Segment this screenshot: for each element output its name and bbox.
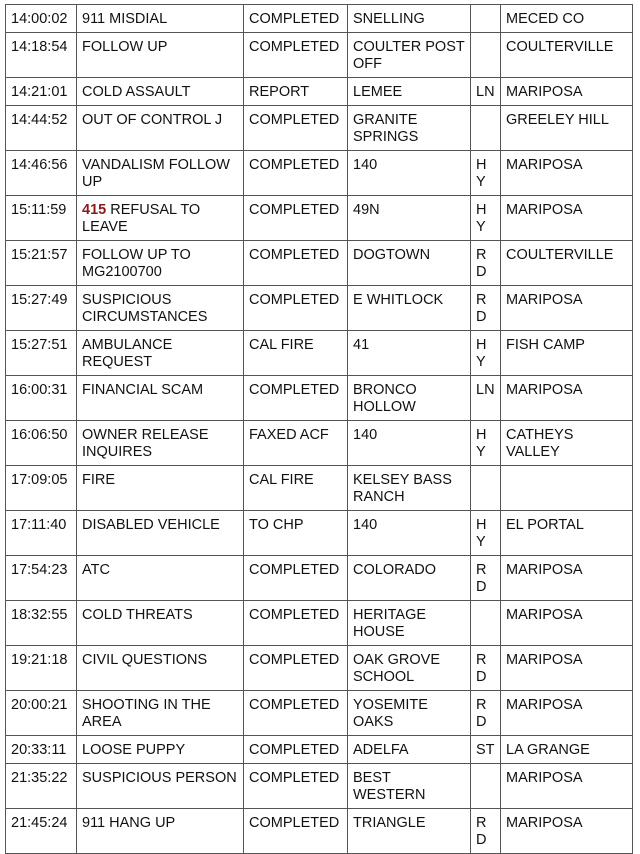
- street-suffix-cell: HY: [471, 331, 501, 376]
- street-suffix-cell: RD: [471, 286, 501, 331]
- city-cell: [501, 466, 633, 511]
- call-type-cell: FOLLOW UP TO MG2100700: [77, 241, 244, 286]
- city-cell: MARIPOSA: [501, 286, 633, 331]
- table-row: [6, 286, 633, 331]
- time-cell: 17:11:40: [6, 511, 77, 556]
- disposition-cell: COMPLETED: [244, 809, 348, 854]
- disposition-cell: FAXED ACF: [244, 421, 348, 466]
- call-type-cell: DISABLED VEHICLE: [77, 511, 244, 556]
- disposition-cell: COMPLETED: [244, 106, 348, 151]
- time-cell: 15:11:59: [6, 196, 77, 241]
- city-cell: MARIPOSA: [501, 809, 633, 854]
- street-cell: YOSEMITE OAKS: [348, 691, 471, 736]
- table-row: [6, 646, 633, 691]
- table-row: [6, 241, 633, 286]
- call-type-cell: OWNER RELEASE INQUIRES: [77, 421, 244, 466]
- street-cell: BEST WESTERN: [348, 764, 471, 809]
- table-row: [6, 809, 633, 854]
- call-type-cell: VANDALISM FOLLOW UP: [77, 151, 244, 196]
- table-row: [6, 466, 633, 511]
- time-cell: 16:00:31: [6, 376, 77, 421]
- street-cell: 140: [348, 151, 471, 196]
- street-cell: 140: [348, 511, 471, 556]
- table-row: [6, 736, 633, 764]
- city-cell: MARIPOSA: [501, 764, 633, 809]
- city-cell: CATHEYS VALLEY: [501, 421, 633, 466]
- disposition-cell: COMPLETED: [244, 376, 348, 421]
- call-type-cell: SUSPICIOUS PERSON: [77, 764, 244, 809]
- disposition-cell: COMPLETED: [244, 196, 348, 241]
- city-cell: MARIPOSA: [501, 78, 633, 106]
- time-cell: 20:33:11: [6, 736, 77, 764]
- table-row: [6, 376, 633, 421]
- street-cell: COULTER POST OFF: [348, 33, 471, 78]
- street-suffix-cell: HY: [471, 196, 501, 241]
- street-cell: 49N: [348, 196, 471, 241]
- city-cell: FISH CAMP: [501, 331, 633, 376]
- city-cell: LA GRANGE: [501, 736, 633, 764]
- time-cell: 14:46:56: [6, 151, 77, 196]
- city-cell: MARIPOSA: [501, 196, 633, 241]
- street-suffix-cell: [471, 33, 501, 78]
- street-suffix-cell: HY: [471, 151, 501, 196]
- call-type-cell: SHOOTING IN THE AREA: [77, 691, 244, 736]
- street-suffix-cell: LN: [471, 78, 501, 106]
- time-cell: 14:44:52: [6, 106, 77, 151]
- disposition-cell: COMPLETED: [244, 556, 348, 601]
- call-type-cell: OUT OF CONTROL J: [77, 106, 244, 151]
- disposition-cell: COMPLETED: [244, 646, 348, 691]
- disposition-cell: COMPLETED: [244, 5, 348, 33]
- table-row: [6, 511, 633, 556]
- call-type-cell: FOLLOW UP: [77, 33, 244, 78]
- table-row: [6, 601, 633, 646]
- street-cell: BRONCO HOLLOW: [348, 376, 471, 421]
- call-type-text: REFUSAL TO LEAVE: [82, 202, 205, 235]
- table-row: [6, 5, 633, 33]
- street-cell: 41: [348, 331, 471, 376]
- call-type-cell: 911 HANG UP: [77, 809, 244, 854]
- table-row: [6, 78, 633, 106]
- street-cell: ADELFA: [348, 736, 471, 764]
- disposition-cell: COMPLETED: [244, 764, 348, 809]
- time-cell: 15:27:51: [6, 331, 77, 376]
- table-row: [6, 151, 633, 196]
- call-type-cell: AMBULANCE REQUEST: [77, 331, 244, 376]
- street-suffix-cell: HY: [471, 511, 501, 556]
- time-cell: 14:18:54: [6, 33, 77, 78]
- street-cell: E WHITLOCK: [348, 286, 471, 331]
- time-cell: 17:54:23: [6, 556, 77, 601]
- call-type-cell: COLD THREATS: [77, 601, 244, 646]
- disposition-cell: COMPLETED: [244, 151, 348, 196]
- time-cell: 17:09:05: [6, 466, 77, 511]
- street-suffix-cell: [471, 601, 501, 646]
- disposition-cell: COMPLETED: [244, 736, 348, 764]
- table-row: [6, 331, 633, 376]
- city-cell: COULTERVILLE: [501, 241, 633, 286]
- disposition-cell: REPORT: [244, 78, 348, 106]
- time-cell: 14:21:01: [6, 78, 77, 106]
- call-type-cell: CIVIL QUESTIONS: [77, 646, 244, 691]
- disposition-cell: CAL FIRE: [244, 331, 348, 376]
- street-suffix-cell: RD: [471, 809, 501, 854]
- street-suffix-cell: RD: [471, 646, 501, 691]
- street-cell: 140: [348, 421, 471, 466]
- street-cell: SNELLING: [348, 5, 471, 33]
- call-log-body: [6, 5, 633, 854]
- street-cell: OAK GROVE SCHOOL: [348, 646, 471, 691]
- street-suffix-cell: HY: [471, 421, 501, 466]
- table-row: [6, 33, 633, 78]
- table-row: [6, 106, 633, 151]
- disposition-cell: CAL FIRE: [244, 466, 348, 511]
- table-row: [6, 764, 633, 809]
- time-cell: 15:27:49: [6, 286, 77, 331]
- disposition-cell: COMPLETED: [244, 691, 348, 736]
- call-type-cell: COLD ASSAULT: [77, 78, 244, 106]
- disposition-cell: COMPLETED: [244, 286, 348, 331]
- call-type-cell: ATC: [77, 556, 244, 601]
- time-cell: 14:00:02: [6, 5, 77, 33]
- city-cell: COULTERVILLE: [501, 33, 633, 78]
- city-cell: MARIPOSA: [501, 646, 633, 691]
- disposition-cell: COMPLETED: [244, 241, 348, 286]
- table-row: [6, 196, 633, 241]
- street-suffix-cell: [471, 5, 501, 33]
- street-cell: TRIANGLE: [348, 809, 471, 854]
- table-row: [6, 556, 633, 601]
- call-type-cell: FIRE: [77, 466, 244, 511]
- city-cell: MARIPOSA: [501, 151, 633, 196]
- call-code: 415: [82, 202, 107, 218]
- city-cell: MARIPOSA: [501, 601, 633, 646]
- street-cell: LEMEE: [348, 78, 471, 106]
- street-suffix-cell: RD: [471, 691, 501, 736]
- time-cell: 19:21:18: [6, 646, 77, 691]
- street-cell: COLORADO: [348, 556, 471, 601]
- time-cell: 21:35:22: [6, 764, 77, 809]
- street-cell: KELSEY BASS RANCH: [348, 466, 471, 511]
- street-suffix-cell: RD: [471, 556, 501, 601]
- street-suffix-cell: [471, 764, 501, 809]
- street-suffix-cell: [471, 466, 501, 511]
- call-type-cell: 911 MISDIAL: [77, 5, 244, 33]
- city-cell: MARIPOSA: [501, 556, 633, 601]
- street-cell: HERITAGE HOUSE: [348, 601, 471, 646]
- table-row: [6, 421, 633, 466]
- street-suffix-cell: ST: [471, 736, 501, 764]
- street-cell: DOGTOWN: [348, 241, 471, 286]
- city-cell: GREELEY HILL: [501, 106, 633, 151]
- city-cell: MARIPOSA: [501, 691, 633, 736]
- call-type-cell: LOOSE PUPPY: [77, 736, 244, 764]
- time-cell: 15:21:57: [6, 241, 77, 286]
- time-cell: 21:45:24: [6, 809, 77, 854]
- disposition-cell: COMPLETED: [244, 33, 348, 78]
- time-cell: 16:06:50: [6, 421, 77, 466]
- city-cell: EL PORTAL: [501, 511, 633, 556]
- table-row: [6, 691, 633, 736]
- city-cell: MARIPOSA: [501, 376, 633, 421]
- call-type-cell: SUSPICIOUS CIRCUMSTANCES: [77, 286, 244, 331]
- city-cell: MECED CO: [501, 5, 633, 33]
- disposition-cell: TO CHP: [244, 511, 348, 556]
- street-suffix-cell: LN: [471, 376, 501, 421]
- street-cell: GRANITE SPRINGS: [348, 106, 471, 151]
- time-cell: 20:00:21: [6, 691, 77, 736]
- street-suffix-cell: RD: [471, 241, 501, 286]
- disposition-cell: COMPLETED: [244, 601, 348, 646]
- call-log-table: [5, 4, 633, 854]
- call-type-cell: FINANCIAL SCAM: [77, 376, 244, 421]
- street-suffix-cell: [471, 106, 501, 151]
- time-cell: 18:32:55: [6, 601, 77, 646]
- call-type-cell: [77, 196, 244, 241]
